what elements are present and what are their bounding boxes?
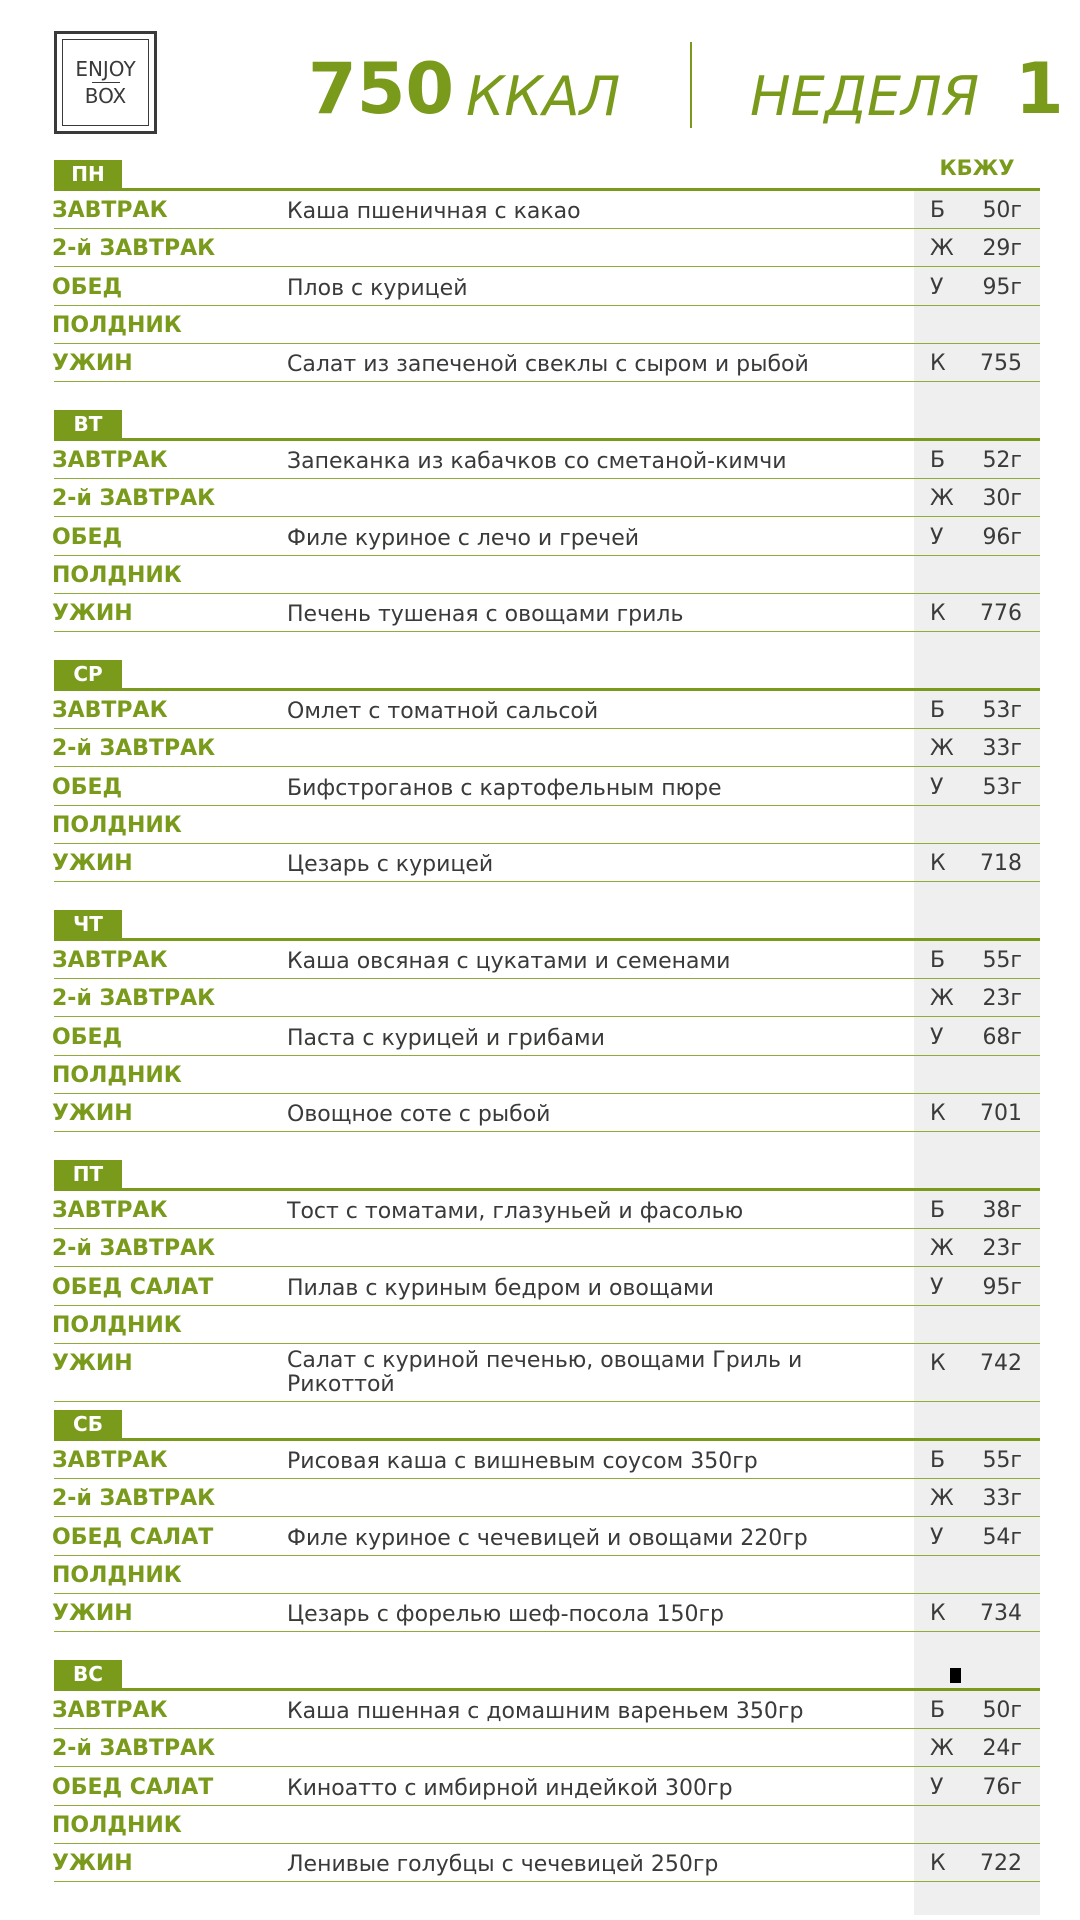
- meal-row: [0, 1306, 1080, 1344]
- dish-name: Киноатто с имбирной индейкой 300гр: [287, 1776, 733, 1801]
- meal-row: [0, 1594, 1080, 1632]
- kbju-letter: У: [930, 1025, 944, 1050]
- kbju-letter: К: [930, 1851, 946, 1876]
- week-number: 1: [1015, 48, 1064, 130]
- meal-row: [0, 267, 1080, 306]
- meal-row: [0, 844, 1080, 882]
- kbju-value: 54г: [982, 1525, 1022, 1550]
- meal-label: УЖИН: [52, 851, 133, 876]
- header-divider: [690, 42, 692, 128]
- day-block: [0, 1660, 1080, 1910]
- kbju-letter: Б: [930, 1698, 946, 1723]
- meal-label: ЗАВТРАК: [52, 1448, 168, 1473]
- meal-label: УЖИН: [52, 1601, 133, 1626]
- meal-row: [0, 767, 1080, 806]
- kbju-value: 52г: [982, 448, 1022, 473]
- logo-divider: [92, 82, 120, 84]
- dish-name: Каша пшеничная с какао: [287, 199, 581, 224]
- meal-row: [0, 517, 1080, 556]
- day-tab: СР: [54, 660, 122, 689]
- day-block: [0, 1410, 1080, 1660]
- kbju-letter: У: [930, 1275, 944, 1300]
- meal-label: ЗАВТРАК: [52, 198, 168, 223]
- meal-row: [0, 441, 1080, 479]
- dish-name: Бифстроганов с картофельным пюре: [287, 776, 722, 801]
- kbju-value: 23г: [982, 986, 1022, 1011]
- kbju-value: 76г: [982, 1775, 1022, 1800]
- kbju-value: 734: [980, 1601, 1022, 1626]
- day-tab: ВС: [54, 1660, 122, 1689]
- enjoy-box-logo: [54, 31, 157, 134]
- meal-label: ЗАВТРАК: [52, 1198, 168, 1223]
- kbju-value: 718: [980, 851, 1022, 876]
- meal-row: [0, 1691, 1080, 1729]
- meal-row: [0, 191, 1080, 229]
- day-block: [0, 160, 1080, 410]
- dish-name: Каша пшенная с домашним вареньем 350гр: [287, 1699, 804, 1724]
- kbju-letter: Ж: [930, 1736, 954, 1761]
- dish-name: Салат из запеченой свеклы с сыром и рыбой: [287, 352, 809, 377]
- kcal-value: 750: [308, 48, 455, 130]
- day-tab: СБ: [54, 1410, 122, 1439]
- kbju-value: 96г: [982, 525, 1022, 550]
- meal-label: ОБЕД: [52, 275, 123, 300]
- meal-label: ОБЕД: [52, 525, 123, 550]
- dish-name: Салат с куриной печенью, овощами Гриль и Рикоттой: [287, 1348, 803, 1397]
- kbju-letter: У: [930, 525, 944, 550]
- meal-label: ОБЕД САЛАТ: [52, 1775, 214, 1800]
- kbju-value: 53г: [982, 775, 1022, 800]
- dish-name: Паста с курицей и грибами: [287, 1026, 605, 1051]
- dish-name: Филе куриное с чечевицей и овощами 220гр: [287, 1526, 808, 1551]
- kbju-value: 53г: [982, 698, 1022, 723]
- meal-label: ЗАВТРАК: [52, 948, 168, 973]
- kbju-value: 50г: [982, 1698, 1022, 1723]
- meal-label: ПОЛДНИК: [52, 1563, 182, 1588]
- kbju-value: 30г: [982, 486, 1022, 511]
- dish-name: Запеканка из кабачков со сметаной-кимчи: [287, 449, 787, 474]
- kbju-header: КБЖУ: [939, 156, 1015, 180]
- meal-row: [0, 1556, 1080, 1594]
- kcal-unit: ККАЛ: [466, 65, 621, 128]
- day-block: [0, 410, 1080, 660]
- kbju-value: 55г: [982, 948, 1022, 973]
- meal-label: ЗАВТРАК: [52, 698, 168, 723]
- meal-row: [0, 556, 1080, 594]
- kbju-value: 701: [980, 1101, 1022, 1126]
- kbju-letter: Ж: [930, 236, 954, 261]
- day-tab: ПТ: [54, 1160, 122, 1189]
- meal-row: [0, 229, 1080, 267]
- logo-text-bottom: BOX: [84, 84, 127, 109]
- kbju-letter: Б: [930, 1448, 946, 1473]
- dish-name: Цезарь с форелью шеф-посола 150гр: [287, 1602, 724, 1627]
- kbju-value: 33г: [982, 736, 1022, 761]
- meal-row: [0, 1267, 1080, 1306]
- meal-label: УЖИН: [52, 1351, 133, 1376]
- dish-name: Овощное соте с рыбой: [287, 1102, 551, 1127]
- meal-row: [0, 1441, 1080, 1479]
- kbju-value: 742: [980, 1351, 1022, 1376]
- meal-row: [0, 1767, 1080, 1806]
- meal-label: ОБЕД САЛАТ: [52, 1525, 214, 1550]
- kbju-letter: Ж: [930, 486, 954, 511]
- day-tab: ВТ: [54, 410, 122, 439]
- kbju-letter: К: [930, 601, 946, 626]
- kbju-value: 95г: [982, 275, 1022, 300]
- meal-row: [0, 1806, 1080, 1844]
- kbju-letter: К: [930, 851, 946, 876]
- day-tab: ПН: [54, 160, 122, 189]
- meal-row: [0, 594, 1080, 632]
- meal-label: УЖИН: [52, 351, 133, 376]
- meal-row: [0, 1191, 1080, 1229]
- meal-row: [0, 979, 1080, 1017]
- meal-label: УЖИН: [52, 1101, 133, 1126]
- meal-label: 2-й ЗАВТРАК: [52, 486, 216, 511]
- kbju-value: 95г: [982, 1275, 1022, 1300]
- meal-label: ЗАВТРАК: [52, 1698, 168, 1723]
- day-tab: ЧТ: [54, 910, 122, 939]
- kbju-value: 24г: [982, 1736, 1022, 1761]
- meal-label: 2-й ЗАВТРАК: [52, 1486, 216, 1511]
- meal-label: 2-й ЗАВТРАК: [52, 736, 216, 761]
- dish-name: Рисовая каша с вишневым соусом 350гр: [287, 1449, 758, 1474]
- day-block: [0, 1160, 1080, 1410]
- kbju-value: 29г: [982, 236, 1022, 261]
- meal-row: [0, 941, 1080, 979]
- meal-label: УЖИН: [52, 1851, 133, 1876]
- kbju-value: 68г: [982, 1025, 1022, 1050]
- meal-label: УЖИН: [52, 601, 133, 626]
- meal-label: 2-й ЗАВТРАК: [52, 986, 216, 1011]
- dish-name: Печень тушеная с овощами гриль: [287, 602, 684, 627]
- meal-label: ПОЛДНИК: [52, 813, 182, 838]
- meal-label: ПОЛДНИК: [52, 1313, 182, 1338]
- kbju-letter: Ж: [930, 986, 954, 1011]
- kbju-letter: У: [930, 1775, 944, 1800]
- kbju-value: 33г: [982, 1486, 1022, 1511]
- meal-row: [0, 1344, 1080, 1402]
- day-block: [0, 660, 1080, 910]
- kbju-letter: Б: [930, 948, 946, 973]
- meal-row: [0, 479, 1080, 517]
- kbju-value: 50г: [982, 198, 1022, 223]
- kbju-value: 776: [980, 601, 1022, 626]
- meal-row: [0, 306, 1080, 344]
- dish-name: Пилав с куриным бедром и овощами: [287, 1276, 714, 1301]
- kbju-letter: К: [930, 1101, 946, 1126]
- meal-label: 2-й ЗАВТРАК: [52, 1736, 216, 1761]
- meal-row: [0, 1229, 1080, 1267]
- meal-row: [0, 1094, 1080, 1132]
- meal-label: ПОЛДНИК: [52, 563, 182, 588]
- dish-name: Каша овсяная с цукатами и семенами: [287, 949, 731, 974]
- dish-name: Ленивые голубцы с чечевицей 250гр: [287, 1852, 719, 1877]
- kbju-value: 55г: [982, 1448, 1022, 1473]
- dish-name: Филе куриное с лечо и гречей: [287, 526, 640, 551]
- meal-row: [0, 1479, 1080, 1517]
- kbju-letter: Б: [930, 1198, 946, 1223]
- kbju-letter: У: [930, 775, 944, 800]
- kbju-value: 722: [980, 1851, 1022, 1876]
- kbju-letter: К: [930, 351, 946, 376]
- meal-label: 2-й ЗАВТРАК: [52, 1236, 216, 1261]
- kbju-letter: К: [930, 1351, 946, 1376]
- kbju-letter: Ж: [930, 736, 954, 761]
- meal-label: ПОЛДНИК: [52, 1063, 182, 1088]
- kbju-letter: У: [930, 275, 944, 300]
- black-marker: [950, 1668, 961, 1683]
- kbju-letter: Б: [930, 448, 946, 473]
- meal-row: [0, 1729, 1080, 1767]
- meal-row: [0, 806, 1080, 844]
- meal-row: [0, 344, 1080, 382]
- logo-text-top: ENJOY: [75, 56, 136, 81]
- kbju-value: 755: [980, 351, 1022, 376]
- kbju-value: 38г: [982, 1198, 1022, 1223]
- kbju-letter: У: [930, 1525, 944, 1550]
- kbju-letter: Б: [930, 198, 946, 223]
- meal-label: ПОЛДНИК: [52, 313, 182, 338]
- kbju-letter: Ж: [930, 1236, 954, 1261]
- meal-label: ОБЕД: [52, 1025, 123, 1050]
- dish-name: Цезарь с курицей: [287, 852, 494, 877]
- kbju-letter: Б: [930, 698, 946, 723]
- meal-label: ЗАВТРАК: [52, 448, 168, 473]
- meal-row: [0, 1017, 1080, 1056]
- kbju-letter: Ж: [930, 1486, 954, 1511]
- meal-row: [0, 1056, 1080, 1094]
- meal-row: [0, 1844, 1080, 1882]
- meal-label: ОБЕД САЛАТ: [52, 1275, 214, 1300]
- kbju-value: 23г: [982, 1236, 1022, 1261]
- meal-row: [0, 691, 1080, 729]
- dish-name: Омлет с томатной сальсой: [287, 699, 599, 724]
- meal-label: ОБЕД: [52, 775, 123, 800]
- meal-row: [0, 729, 1080, 767]
- kbju-letter: К: [930, 1601, 946, 1626]
- day-block: [0, 910, 1080, 1160]
- meal-label: ПОЛДНИК: [52, 1813, 182, 1838]
- meal-row: [0, 1517, 1080, 1556]
- dish-name: Тост с томатами, глазуньей и фасолью: [287, 1199, 744, 1224]
- logo-inner-frame: [62, 39, 149, 126]
- meal-label: 2-й ЗАВТРАК: [52, 236, 216, 261]
- week-label: НЕДЕЛЯ: [750, 65, 980, 128]
- dish-name: Плов с курицей: [287, 276, 468, 301]
